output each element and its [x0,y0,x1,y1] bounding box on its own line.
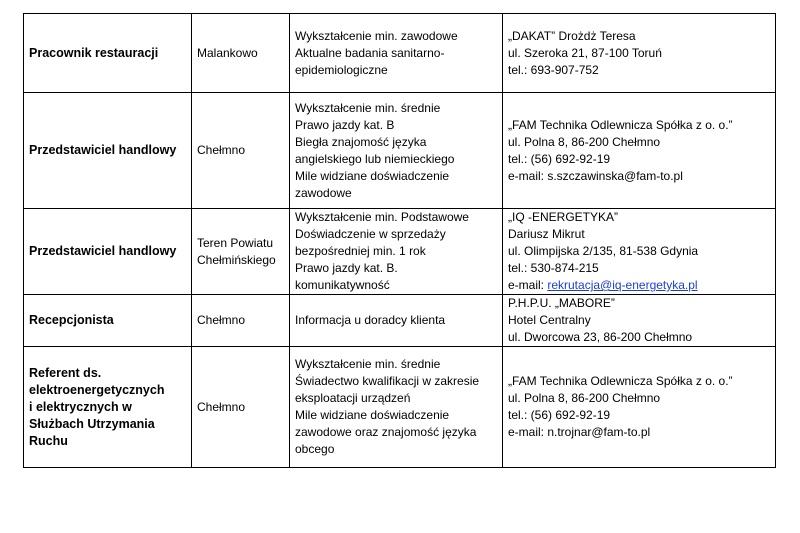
job-offers-table [23,13,776,468]
job-title: Przedstawiciel handlowy [24,93,192,209]
job-requirements: Wykształcenie min. Podstawowe Doświadczenie w sprzedaży bezpośredniej min. 1 rok Prawo jazdy kat. B. komunikatywność [290,209,503,295]
job-requirements: Wykształcenie min. zawodowe Aktualne badania sanitarno- epidemiologiczne [290,14,503,93]
job-location: Malankowo [192,14,290,93]
job-contact: „DAKAT” Drożdż Teresa ul. Szeroka 21, 87-100 Toruń tel.: 693-907-752 [503,14,776,93]
job-location: Chełmno [192,93,290,209]
job-title: Pracownik restauracji [24,14,192,93]
job-contact: „FAM Technika Odlewnicza Spółka z o. o.” ul. Polna 8, 86-200 Chełmno tel.: (56) 692-92-19 e-mail: n.trojnar@fam-to.pl [503,347,776,468]
job-title: Recepcjonista [24,295,192,347]
job-contact: P.H.P.U. „MABORE” Hotel Centralny ul. Dworcowa 23, 86-200 Chełmno [503,295,776,347]
job-contact: „FAM Technika Odlewnicza Spółka z o. o.” ul. Polna 8, 86-200 Chełmno tel.: (56) 692-92-19 e-mail: s.szczawinska@fam-to.pl [503,93,776,209]
job-location: Chełmno [192,347,290,468]
table-row [24,14,776,93]
email-link[interactable]: rekrutacja@iq-energetyka.pl [547,278,698,292]
job-title: Przedstawiciel handlowy [24,209,192,295]
job-location: Chełmno [192,295,290,347]
job-requirements: Wykształcenie min. średnie Świadectwo kwalifikacji w zakresie eksploatacji urządzeń Mile widziane doświadczenie zawodowe oraz znajomość języka obcego [290,347,503,468]
job-title: Referent ds. elektroenergetycznych i elektrycznych w Służbach Utrzymania Ruchu [24,347,192,468]
table-row [24,209,776,295]
job-requirements: Informacja u doradcy klienta [290,295,503,347]
table-row [24,93,776,209]
job-location: Teren Powiatu Chełmińskiego [192,209,290,295]
table-row [24,295,776,347]
job-contact: „IQ -ENERGETYKA” Dariusz Mikrut ul. Olimpijska 2/135, 81-538 Gdynia tel.: 530-874-215 e-mail: rekrutacja@iq-energetyka.pl [503,209,776,295]
job-requirements: Wykształcenie min. średnie Prawo jazdy kat. B Biegła znajomość języka angielskiego lub niemieckiego Mile widziane doświadczenie zawodowe [290,93,503,209]
table-row [24,347,776,468]
email-line: e-mail: rekrutacja@iq-energetyka.pl [508,278,698,292]
